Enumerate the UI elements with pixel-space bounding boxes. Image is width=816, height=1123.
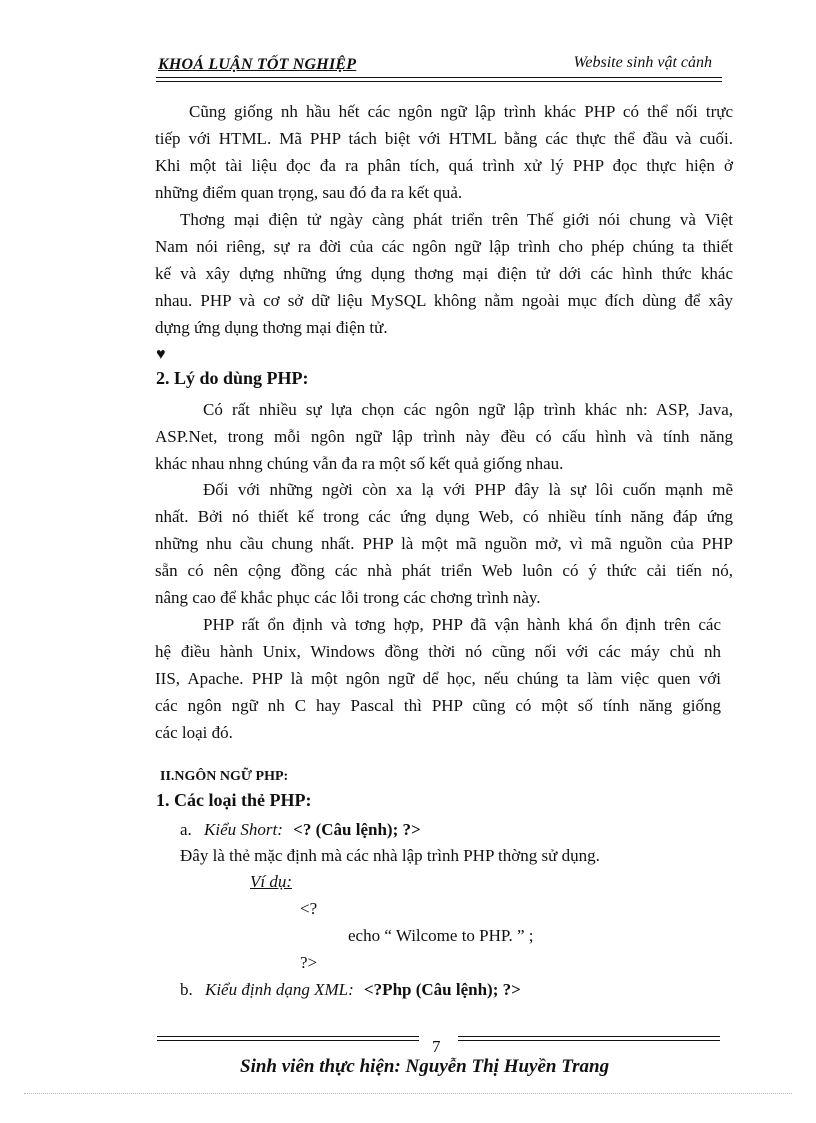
- code-open-tag: <?: [300, 899, 318, 918]
- subsection-1-heading: 1. Các loại thẻ PHP:: [156, 790, 312, 810]
- text-line: khác nhau nhng chúng vẫn đa ra một số kết quả giống nhau.: [155, 454, 564, 473]
- code-close-tag: ?>: [300, 953, 318, 972]
- text-line: PHP rất ổn định và tơng hợp, PHP đã vận hành khá ổn định trên các: [203, 615, 721, 634]
- footer-rule-right: [458, 1036, 720, 1037]
- text-line: Cũng giống nh hầu hết các ngôn ngữ lập trình khác PHP có thể nối trực: [189, 102, 733, 121]
- text-line: các loại đó.: [155, 723, 233, 742]
- intro-paragraph-1: [155, 98, 733, 206]
- page-number: 7: [432, 1037, 441, 1056]
- text-line: IIS, Apache. PHP là một ngôn ngữ dể học, nếu chúng ta làm việc quen với: [155, 669, 721, 688]
- footer-rule-left-thin: [157, 1040, 419, 1041]
- heart-bullet: ♥: [156, 346, 166, 363]
- page-bottom-divider: [24, 1093, 792, 1094]
- item-a-syntax: <? (Câu lệnh); ?>: [293, 820, 421, 839]
- text-line: nhau. PHP và cơ sở dữ liệu MySQL không nằm ngoài mục đích dùng để xây: [155, 291, 733, 310]
- text-line: những nhu cầu chung nhất. PHP là một mã nguồn mở, vì mã nguồn của PHP: [155, 534, 733, 553]
- text-line: nâng cao để khắc phục các lỗi trong các chơng trình này.: [155, 588, 541, 607]
- intro-paragraph-2: [155, 206, 733, 341]
- text-line: hệ điều hành Unix, Windows đồng thời nó cũng nối với các máy chủ nh: [155, 642, 721, 661]
- text-line: Khi một tài liệu đọc đa ra phân tích, quá trình xử lý PHP đọc thực hiện ở: [155, 156, 733, 175]
- text-line: các ngôn ngữ nh C hay Pascal thì PHP cũng có một số tính năng giống: [155, 696, 721, 715]
- text-line: Có rất nhiều sự lựa chọn các ngôn ngữ lập trình khác nh: ASP, Java,: [203, 400, 733, 419]
- header-title: KHOÁ LUẬN TỐT NGHIỆP: [158, 56, 357, 73]
- text-line: tiếp với HTML. Mã PHP tách biệt với HTML bằng các thực thể đầu và cuối.: [155, 129, 733, 148]
- item-b: [180, 980, 521, 1000]
- text-line: ASP.Net, trong mỗi ngôn ngữ lập trình này đều có cấu hình và tính năng: [155, 427, 733, 446]
- text-line: những điểm quan trọng, sau đó đa ra kết quả.: [155, 183, 463, 202]
- item-a: [180, 820, 421, 840]
- text-line: Thơng mại điện tử ngày càng phát triển trên Thế giới nói chung và Việt: [180, 210, 733, 229]
- footer-rule-right-thin: [458, 1040, 720, 1041]
- section-ii-heading: II.NGÔN NGỮ PHP:: [160, 769, 289, 784]
- footer-student: Sinh viên thực hiện: Nguyễn Thị Huyền Trang: [240, 1056, 610, 1077]
- section-2-paragraph-1: [155, 396, 733, 477]
- item-a-description: Đây là thẻ mặc định mà các nhà lập trình PHP thờng sử dụng.: [180, 846, 600, 865]
- text-line: Đối với những ngời còn xa lạ với PHP đây là sự lôi cuốn mạnh mẽ: [203, 480, 733, 499]
- text-line: dựng ứng dụng thơng mại điện tử.: [155, 318, 388, 337]
- text-line: sẵn có nên cộng đồng các nhà phát triển Web luôn có ý thức cải tiến nó,: [155, 561, 733, 580]
- header-rule-thin: [156, 81, 722, 82]
- item-b-label: Kiểu định dạng XML:: [205, 980, 354, 999]
- text-line: Nam nói riêng, sự ra đời của các ngôn ngữ lập trình cho phép chúng ta thiết: [155, 237, 733, 256]
- item-a-prefix: a.: [180, 820, 192, 839]
- header-subtitle: Website sinh vật cảnh: [573, 54, 712, 71]
- section-2-heading: 2. Lý do dùng PHP:: [156, 368, 309, 388]
- code-echo-line: echo “ Wilcome to PHP. ” ;: [348, 926, 534, 945]
- footer-rule-left: [157, 1036, 419, 1037]
- text-line: kế và xây dựng những ứng dụng thơng mại điện tử dới các hình thức khác: [155, 264, 733, 283]
- example-label: Ví dụ:: [250, 872, 293, 891]
- section-2-paragraph-3: [155, 611, 721, 746]
- item-b-syntax: <?Php (Câu lệnh); ?>: [364, 980, 521, 999]
- item-a-label: Kiểu Short:: [204, 820, 283, 839]
- item-b-prefix: b.: [180, 980, 193, 999]
- header-rule: [156, 77, 722, 78]
- section-2-paragraph-2: [155, 476, 733, 611]
- text-line: nhất. Bởi nó thiết kế trong các ứng dụng Web, có nhiều tính năng đáp ứng: [155, 507, 733, 526]
